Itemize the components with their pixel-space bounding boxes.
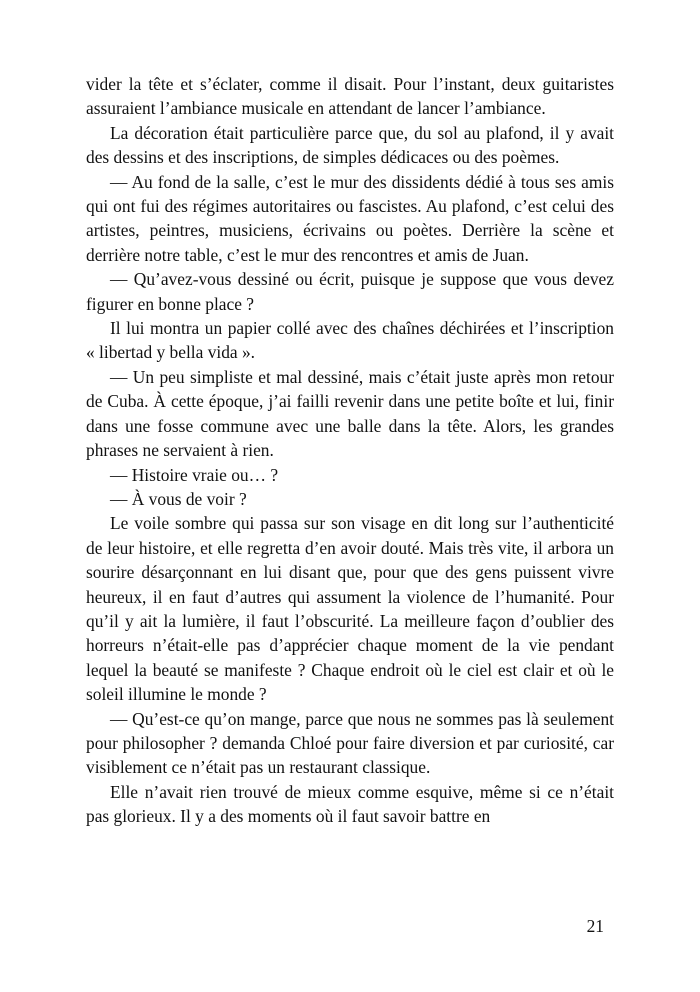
page-text — [86, 72, 614, 829]
dialogue-line: — Un peu simpliste et mal dessiné, mais c’était juste après mon retour de Cuba. À cette époque, j’ai failli revenir dans une petite boîte et lui, finir dans une fosse commune avec une balle dans la tête. Alors, les grandes phrases ne servaient à rien. — [86, 366, 614, 461]
dialogue-line: — Qu’est-ce qu’on mange, parce que nous ne sommes pas là seulement pour philosopher ? demanda Chloé pour faire diversion et par curiosité, car visiblement ce n’était pas un restaurant classique. — [86, 708, 614, 778]
page-number: 21 — [586, 916, 604, 936]
dialogue-line: — Histoire vraie ou… ? — [110, 464, 279, 485]
paragraph: Il lui montra un papier collé avec des chaînes déchirées et l’inscription « libertad y bella vida ». — [86, 318, 614, 363]
paragraph: Elle n’avait rien trouvé de mieux comme esquive, même si ce n’était pas glorieux. Il y a des moments où il faut savoir battre en — [86, 781, 614, 827]
dialogue-line: — Au fond de la salle, c’est le mur des dissidents dédié à tous ses amis qui ont fui des régimes autoritaires ou fascistes. Au plafond, c’est celui des artistes, peintres, musiciens, écrivains ou poètes. Derrière la scène et derrière notre table, c’est le mur des rencontres et amis de Juan. — [86, 171, 614, 265]
paragraph: La décoration était particulière parce que, du sol au plafond, il y avait des dessins et des inscriptions, de simples dédicaces ou des poèmes. — [86, 122, 614, 168]
dialogue-line: — Qu’avez-vous dessiné ou écrit, puisque je suppose que vous devez figurer en bonne place ? — [86, 269, 614, 314]
dialogue-line: — À vous de voir ? — [110, 488, 247, 509]
paragraph: Le voile sombre qui passa sur son visage en dit long sur l’authenticité de leur histoire, et elle regretta d’en avoir douté. Mais très vite, il arbora un sourire désarçonnant en lui disant que, pour que des gens puissent vivre heureux, il en faut d’autres qui assument la violence de l’humanité. Pour qu’il y ait la lumière, il faut l’obscurité. La meilleure façon d’oublier des horreurs n’était-elle pas d’apprécier chaque moment de la vie pendant lequel la beauté se manifeste ? Chaque endroit où le ciel est clair et où le soleil illumine le monde ? — [86, 513, 614, 705]
paragraph: vider la tête et s’éclater, comme il disait. Pour l’instant, deux guitaristes assuraient l’ambiance musicale en attendant de lancer l’ambiance. — [86, 74, 614, 119]
